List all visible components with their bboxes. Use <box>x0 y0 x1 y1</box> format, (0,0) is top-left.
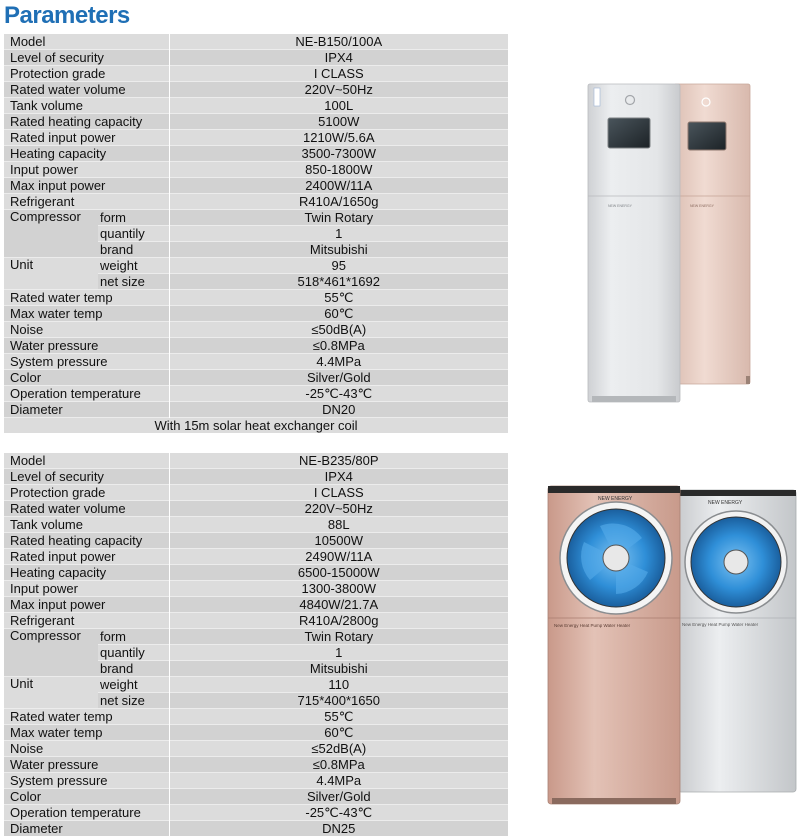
table-row <box>4 485 508 501</box>
table-row <box>4 114 508 130</box>
table-row <box>4 677 508 693</box>
table-row <box>4 402 508 418</box>
silver-water-heater <box>588 84 680 402</box>
table-row <box>4 821 508 836</box>
table-row <box>4 194 508 210</box>
compressor-brand-label: brand <box>98 242 169 258</box>
table-row <box>4 597 508 613</box>
fan-hub-icon <box>603 545 629 571</box>
table-row <box>4 162 508 178</box>
unit-size-label: net size <box>98 693 169 709</box>
param-label: Heating capacity <box>4 565 169 581</box>
silver-fan-caption: New Energy Heat Pump Water Heater <box>682 622 759 627</box>
table-row <box>4 549 508 565</box>
compressor-quantity-value: 1 <box>169 226 508 242</box>
param-value: 4.4MPa <box>169 773 508 789</box>
param-value: 2400W/11A <box>169 178 508 194</box>
table-row <box>4 178 508 194</box>
table-row <box>4 725 508 741</box>
param-value: ≤52dB(A) <box>169 741 508 757</box>
gold-water-heater <box>674 84 750 384</box>
compressor-quantity-label: quantily <box>98 645 169 661</box>
table-row <box>4 453 508 469</box>
table-row <box>4 773 508 789</box>
param-value: NE-B150/100A <box>169 34 508 50</box>
param-label: Rated heating capacity <box>4 114 169 130</box>
compressor-form-value: Twin Rotary <box>169 210 508 226</box>
unit-size-value: 518*461*1692 <box>169 274 508 290</box>
gold-fan-brand: NEW ENERGY <box>598 496 633 502</box>
param-value: I CLASS <box>169 66 508 82</box>
param-label: Max input power <box>4 178 169 194</box>
compressor-quantity-value: 1 <box>169 645 508 661</box>
param-label: Refrigerant <box>4 613 169 629</box>
energy-label-sticker <box>594 88 600 106</box>
table-row <box>4 533 508 549</box>
param-label: Tank volume <box>4 517 169 533</box>
unit-weight-label: weight <box>98 677 169 693</box>
param-value: Silver/Gold <box>169 370 508 386</box>
param-label: Rated input power <box>4 130 169 146</box>
spec-table-ne-b150 <box>4 34 508 433</box>
param-value: DN20 <box>169 402 508 418</box>
param-label: Max water temp <box>4 725 169 741</box>
unit-size-label: net size <box>98 274 169 290</box>
compressor-brand-value: Mitsubishi <box>169 661 508 677</box>
table-row <box>4 130 508 146</box>
param-value: IPX4 <box>169 469 508 485</box>
param-label: Level of security <box>4 50 169 66</box>
table-row <box>4 613 508 629</box>
param-value: 100L <box>169 98 508 114</box>
param-value: 55℃ <box>169 290 508 306</box>
param-label: Diameter <box>4 821 169 836</box>
table-row <box>4 146 508 162</box>
param-value: 3500-7300W <box>169 146 508 162</box>
unit-weight-label: weight <box>98 258 169 274</box>
unit-weight-value: 95 <box>169 258 508 274</box>
param-value: -25℃-43℃ <box>169 805 508 821</box>
param-label: Rated input power <box>4 549 169 565</box>
param-label: Color <box>4 789 169 805</box>
compressor-label: Compressor <box>4 210 98 258</box>
param-value: 220V~50Hz <box>169 501 508 517</box>
table-row <box>4 290 508 306</box>
param-value: 4.4MPa <box>169 354 508 370</box>
param-label: Operation temperature <box>4 805 169 821</box>
param-value: 60℃ <box>169 306 508 322</box>
table-row <box>4 517 508 533</box>
param-label: Color <box>4 370 169 386</box>
param-label: Max water temp <box>4 306 169 322</box>
param-value: 88L <box>169 517 508 533</box>
unit-label: Unit <box>4 677 98 709</box>
table-row <box>4 338 508 354</box>
param-value: 4840W/21.7A <box>169 597 508 613</box>
compressor-quantity-label: quantily <box>98 226 169 242</box>
silver-unit-brand-label: NEW ENERGY <box>608 204 633 208</box>
silver-fan-brand: NEW ENERGY <box>708 500 743 506</box>
param-label: Refrigerant <box>4 194 169 210</box>
table-row <box>4 34 508 50</box>
unit-label: Unit <box>4 258 98 290</box>
param-label: Diameter <box>4 402 169 418</box>
compressor-form-label: form <box>98 629 169 645</box>
table-row <box>4 354 508 370</box>
unit-weight-value: 110 <box>169 677 508 693</box>
table-row <box>4 789 508 805</box>
table-row <box>4 50 508 66</box>
param-value: Silver/Gold <box>169 789 508 805</box>
param-label: Water pressure <box>4 338 169 354</box>
param-value: NE-B235/80P <box>169 453 508 469</box>
param-value: 5100W <box>169 114 508 130</box>
gold-unit-brand-label: NEW ENERGY <box>690 204 715 208</box>
param-value: 60℃ <box>169 725 508 741</box>
param-label: Model <box>4 453 169 469</box>
table-row <box>4 210 508 226</box>
param-label: Noise <box>4 741 169 757</box>
param-value: 10500W <box>169 533 508 549</box>
gold-fan-caption: New Energy Heat Pump Water Heater <box>554 623 631 628</box>
compressor-form-value: Twin Rotary <box>169 629 508 645</box>
param-value: R410A/1650g <box>169 194 508 210</box>
table-row <box>4 581 508 597</box>
param-label: Heating capacity <box>4 146 169 162</box>
display-screen <box>608 118 650 148</box>
param-value: 220V~50Hz <box>169 82 508 98</box>
param-value: ≤50dB(A) <box>169 322 508 338</box>
compressor-form-label: form <box>98 210 169 226</box>
table-row <box>4 709 508 725</box>
page-title: Parameters <box>4 2 130 30</box>
gold-fan-heater <box>548 486 680 804</box>
param-label: Protection grade <box>4 485 169 501</box>
table-row <box>4 418 508 434</box>
product-image-tall-units <box>580 72 780 440</box>
param-label: Water pressure <box>4 757 169 773</box>
param-label: Noise <box>4 322 169 338</box>
table-row <box>4 565 508 581</box>
table-row <box>4 805 508 821</box>
param-value: DN25 <box>169 821 508 836</box>
param-label: Operation temperature <box>4 386 169 402</box>
table-row <box>4 98 508 114</box>
spec-table-ne-b235 <box>4 453 508 836</box>
table-row <box>4 322 508 338</box>
param-value: IPX4 <box>169 50 508 66</box>
table-row <box>4 258 508 274</box>
table-row <box>4 469 508 485</box>
param-label: Max input power <box>4 597 169 613</box>
silver-fan-heater <box>678 490 796 792</box>
param-value: -25℃-43℃ <box>169 386 508 402</box>
param-value: 55℃ <box>169 709 508 725</box>
param-label: System pressure <box>4 354 169 370</box>
param-label: Tank volume <box>4 98 169 114</box>
param-value: 1210W/5.6A <box>169 130 508 146</box>
param-label: Level of security <box>4 469 169 485</box>
param-label: Rated water volume <box>4 501 169 517</box>
param-label: System pressure <box>4 773 169 789</box>
table-row <box>4 66 508 82</box>
compressor-brand-label: brand <box>98 661 169 677</box>
param-value: 850-1800W <box>169 162 508 178</box>
table-footer-note: With 15m solar heat exchanger coil <box>4 418 508 434</box>
param-label: Input power <box>4 162 169 178</box>
param-value: ≤0.8MPa <box>169 757 508 773</box>
param-label: Model <box>4 34 169 50</box>
table-row <box>4 370 508 386</box>
param-value: 2490W/11A <box>169 549 508 565</box>
param-value: I CLASS <box>169 485 508 501</box>
param-label: Rated water temp <box>4 709 169 725</box>
param-label: Rated water temp <box>4 290 169 306</box>
param-value: 6500-15000W <box>169 565 508 581</box>
unit-size-value: 715*400*1650 <box>169 693 508 709</box>
param-value: R410A/2800g <box>169 613 508 629</box>
param-label: Rated heating capacity <box>4 533 169 549</box>
param-value: 1300-3800W <box>169 581 508 597</box>
param-value: ≤0.8MPa <box>169 338 508 354</box>
table-row <box>4 741 508 757</box>
table-row <box>4 757 508 773</box>
compressor-brand-value: Mitsubishi <box>169 242 508 258</box>
param-label: Rated water volume <box>4 82 169 98</box>
compressor-label: Compressor <box>4 629 98 677</box>
table-row <box>4 386 508 402</box>
table-row <box>4 629 508 645</box>
table-row <box>4 306 508 322</box>
table-row <box>4 501 508 517</box>
param-label: Input power <box>4 581 169 597</box>
param-label: Protection grade <box>4 66 169 82</box>
product-image-fan-units <box>540 476 800 815</box>
table-row <box>4 82 508 98</box>
